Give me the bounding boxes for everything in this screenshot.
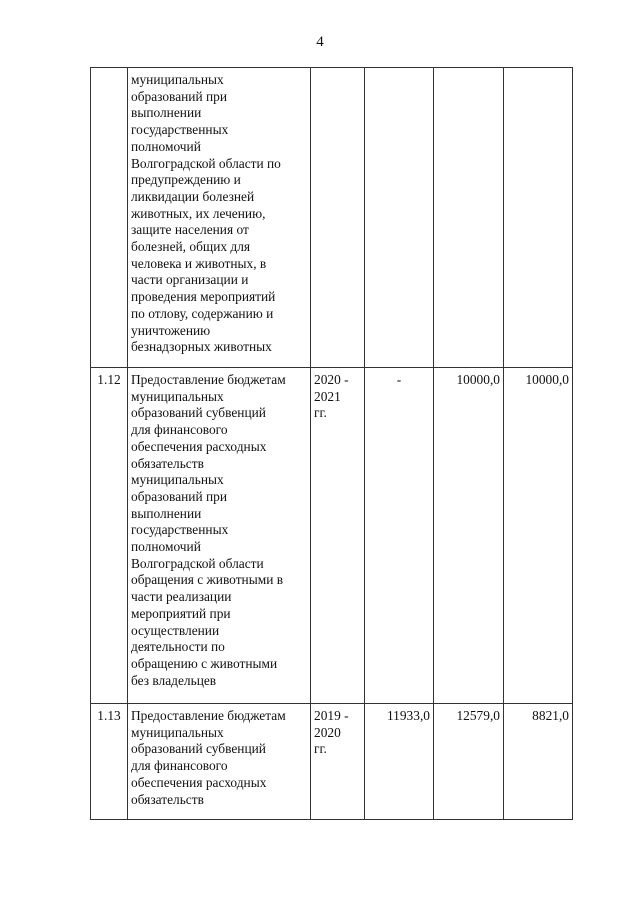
table-row-1-13 (91, 704, 573, 820)
row-value-2-cell: 12579,0 (434, 704, 504, 820)
row-description-cell: Предоставление бюджетам муниципальных образований субвенций для финансового обеспечения расходных обязательств муниципальных образований при выполнении государственных полномочий Волгоградской области обращения с животными в части реализации мероприятий при осуществлении деятельности по обращению с животными без владельцев (128, 368, 311, 704)
row-description-cell: муниципальных образований при выполнении государственных полномочий Волгоградской области по предупреждению и ликвидации болезней животных, их лечению, защите населения от болезней, общих для человека и животных, в части организации и проведения мероприятий по отлову, содержанию и уничтожению безнадзорных животных (128, 68, 311, 368)
row-value-3-cell: 8821,0 (504, 704, 573, 820)
row-value-3-cell: 10000,0 (504, 368, 573, 704)
row-period-cell (311, 68, 365, 368)
row-number-cell: 1.13 (91, 704, 128, 820)
row-number-cell (91, 68, 128, 368)
row-period-cell: 2020 - 2021 гг. (311, 368, 365, 704)
page-number: 4 (316, 34, 324, 50)
table-row-continuation (91, 68, 573, 368)
row-value-1-cell: 11933,0 (365, 704, 434, 820)
row-value-2-cell: 10000,0 (434, 368, 504, 704)
row-value-2-cell (434, 68, 504, 368)
row-period-cell: 2019 - 2020 гг. (311, 704, 365, 820)
row-description-cell: Предоставление бюджетам муниципальных образований субвенций для финансового обеспечения расходных обязательств (128, 704, 311, 820)
row-value-1-cell: - (365, 368, 434, 704)
row-value-1-cell (365, 68, 434, 368)
table-row-1-12 (91, 368, 573, 704)
row-value-3-cell (504, 68, 573, 368)
row-number-cell: 1.12 (91, 368, 128, 704)
program-measures-table (90, 67, 573, 820)
